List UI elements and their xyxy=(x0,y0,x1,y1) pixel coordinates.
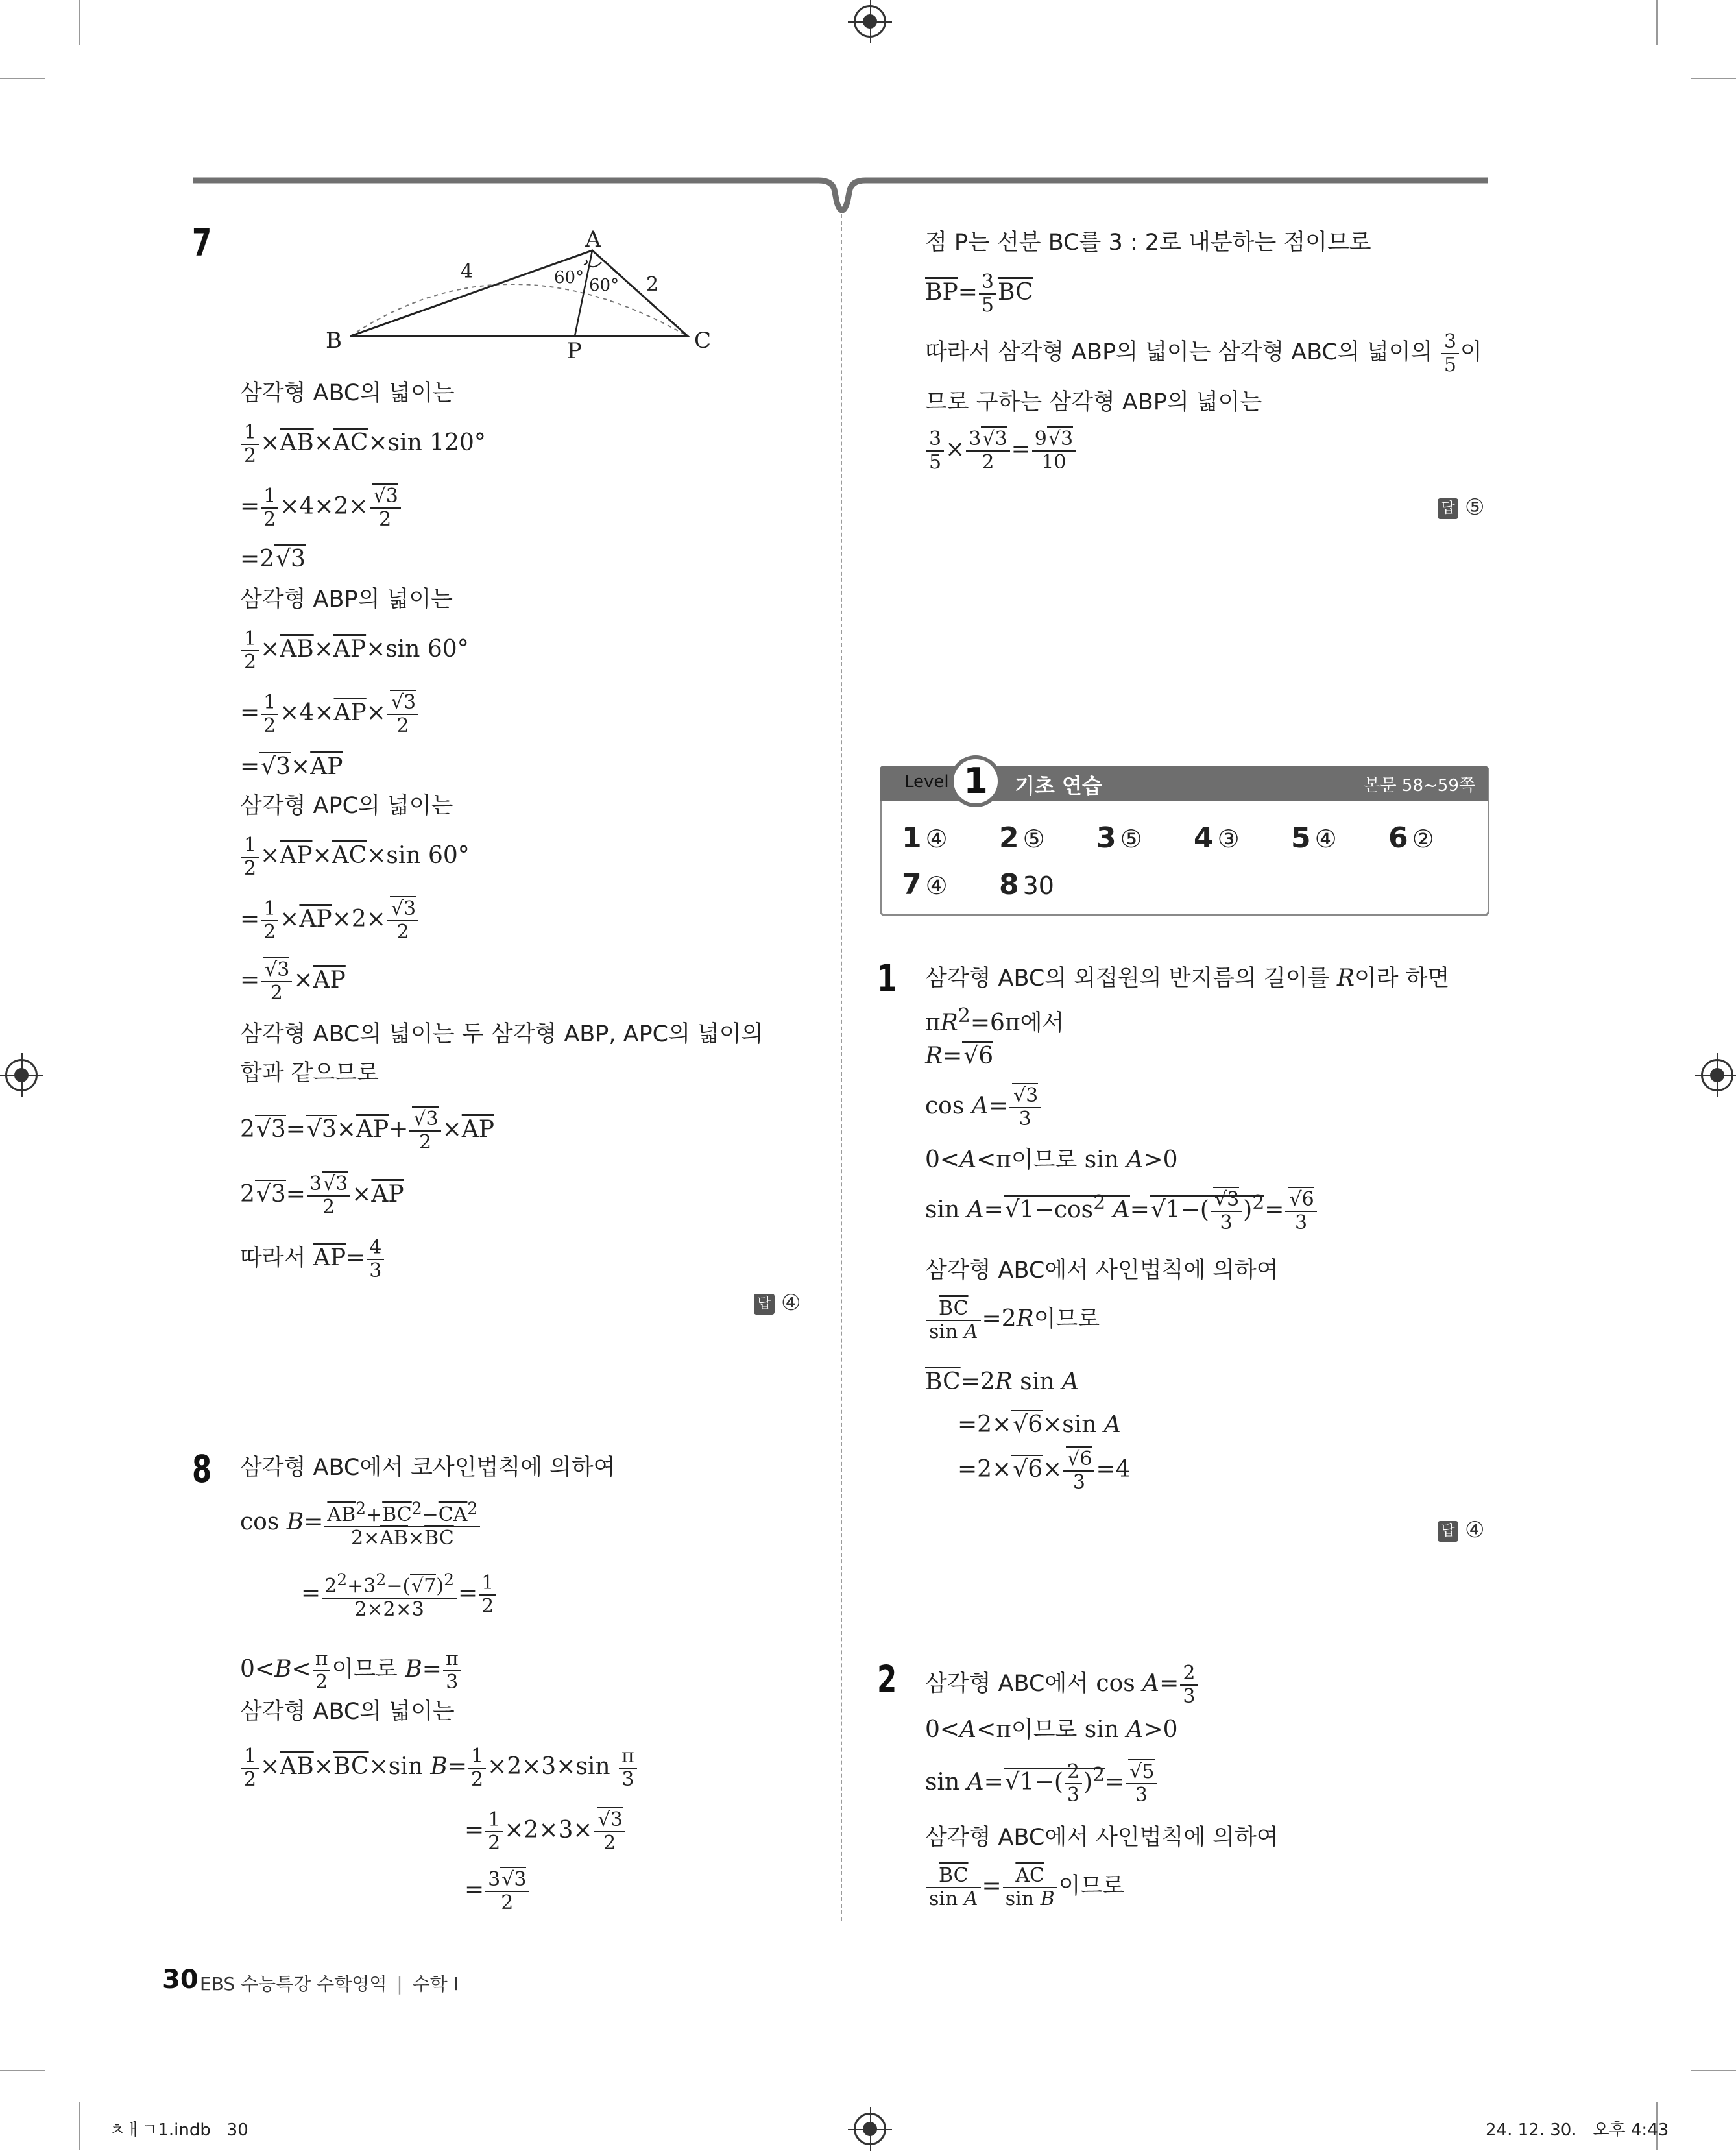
text-line: 삼각형 ABC의 넓이는 xyxy=(240,380,455,406)
answer-item: 6 ② xyxy=(1388,821,1434,855)
vertex-label-b: B xyxy=(326,328,342,354)
math-line: $\overline{BP}=$ $\frac{3}{5}$ $\overline{BC}$ xyxy=(925,271,1033,317)
text-span: 이므로 xyxy=(1058,1873,1125,1899)
level-label: Level xyxy=(904,772,949,792)
math-line: 삼각형 ABC에서 cos A= $\frac{2}{3}$ xyxy=(925,1662,1199,1708)
footer-title-text: EBS 수능특강 수학영역 xyxy=(200,1973,387,1995)
registration-mark-icon xyxy=(854,5,886,38)
column-divider xyxy=(841,214,842,1921)
math-line: 따라서 $\overline{AP}=$ $\frac{4}{3}$ xyxy=(240,1237,385,1282)
answer-mark: 답 ⑤ xyxy=(1438,494,1484,520)
math-line: 0<A<π이므로 sin A>0 xyxy=(925,1716,1178,1743)
text-line: 삼각형 ABP의 넓이는 xyxy=(240,587,453,613)
text-line: 삼각형 ABC의 넓이는 xyxy=(240,1699,455,1725)
math-line: =2× √ 6×sin A xyxy=(958,1409,1121,1440)
print-slug-right: 24. 12. 30. 오후 4:43 xyxy=(1486,2121,1669,2140)
math-line: sin A= √ 1−( $\frac{2}{3}$ )$^2$= √ $\frac{5}{3}$ xyxy=(925,1760,1159,1806)
text-span: 이므로 xyxy=(1011,1147,1078,1173)
math-line: 0<A<π이므로 sin A>0 xyxy=(925,1147,1178,1173)
math-line: 2 √ 3= $\frac{3 √ 3}{2}$ $\times\overline{AP}$ xyxy=(240,1173,404,1219)
text-span: 삼각형 ABC에서 xyxy=(925,1671,1089,1697)
math-line: =2 √ 3 xyxy=(240,544,306,575)
math-line: = $\frac{1}{2}$ $\times 4\times\overline{AP}\times$ √ $\frac{3}{2}$ xyxy=(240,692,420,737)
registration-mark-icon xyxy=(854,2113,886,2145)
text-line: 삼각형 ABC에서 코사인법칙에 의하여 xyxy=(240,1455,616,1481)
math-line: 0<B< $\frac{\pi}{2}$ 이므로 B= $\frac{\pi}{3}$ xyxy=(240,1648,463,1694)
text-span: 이 xyxy=(1460,339,1482,365)
math-line: $\frac{1}{2}$ $\times\overline{AP}\times\overline{AC}\times\sin$ 60° xyxy=(240,834,470,880)
crop-mark xyxy=(1656,0,1658,45)
registration-mark-icon xyxy=(5,1059,38,1091)
answer-item: 5 ④ xyxy=(1291,821,1337,855)
text-span: 이므로 xyxy=(1011,1717,1078,1743)
math-line: $\frac{1}{2}$ $\times\overline{AB}\times\overline{AC}\times\sin$ 120° xyxy=(240,422,486,467)
math-line: = √ $3\times\overline{AP}$ xyxy=(240,751,343,783)
answer-mark: 답 ④ xyxy=(754,1290,801,1316)
text-line: 삼각형 ABC의 넓이는 두 삼각형 ABP, APC의 넓이의 xyxy=(240,1021,764,1047)
angle-label-1: 60° xyxy=(554,268,585,287)
length-label-ac: 2 xyxy=(646,273,659,296)
question-number: 2 xyxy=(877,1657,897,1701)
question-number: 1 xyxy=(877,956,897,1001)
level-number-badge: 1 xyxy=(950,755,1002,807)
vertex-label-c: C xyxy=(694,328,712,354)
math-line: $\pi R^2=6\pi$에서 xyxy=(925,1004,1065,1036)
math-line: = $\frac{3 √ 3}{2}$ xyxy=(464,1869,530,1914)
text-line: 삼각형 APC의 넓이는 xyxy=(240,793,453,819)
answer-item: 7 ④ xyxy=(902,868,948,901)
length-label-ab: 4 xyxy=(461,260,474,283)
math-line: $\frac{\overline{BC}}{\text{sin A}}$ = $\frac{\overline{AC}}{\text{sin B}}$ 이므로 xyxy=(925,1865,1124,1910)
crop-mark xyxy=(0,78,45,79)
footer-title: EBS 수능특강 수학영역 | 수학 I xyxy=(200,1973,459,1995)
text-line: 삼각형 ABC에서 사인법칙에 의하여 xyxy=(925,1258,1279,1283)
math-line: R= √ 6 xyxy=(925,1041,993,1072)
crop-mark xyxy=(1691,2070,1736,2071)
text-span: 이라 하면 xyxy=(1355,966,1450,991)
math-line: = √ $\frac{3}{2}$ $\times\overline{AP}$ xyxy=(240,959,346,1004)
answer-icon: 답 xyxy=(1438,498,1458,519)
text-line: 삼각형 ABC에서 사인법칙에 의하여 xyxy=(925,1825,1279,1851)
text-span: 삼각형 ABC의 외접원의 반지름의 길이를 xyxy=(925,966,1330,991)
answer-item: 1 ④ xyxy=(902,821,948,855)
answer-mark: 답 ④ xyxy=(1438,1517,1484,1543)
math-line: $\frac{1}{2}$ $\times\overline{AB}\times\overline{BC}\times\sin$ B= $\frac{1}{2}$ ×2×3×sin $\frac{\pi}{3}$ xyxy=(240,1745,638,1791)
registration-mark-icon xyxy=(1701,1059,1733,1091)
answer-item: 4 ③ xyxy=(1194,821,1240,855)
point-label-p: P xyxy=(567,338,582,362)
answer-item: 3 ⑤ xyxy=(1096,821,1142,855)
math-line: =2× √ 6× √ $\frac{6}{3}$ =4 xyxy=(958,1448,1131,1494)
math-line: sin A= √ $1-\cos^2$ A= √ 1−( √ $\frac{3}{3}$ )$^2$= √ $\frac{6}{3}$ xyxy=(925,1187,1318,1234)
vertex-label-a: A xyxy=(585,226,601,252)
text-span: 따라서 xyxy=(240,1245,306,1271)
crop-mark xyxy=(79,0,80,45)
text-line: 점 P는 선분 BC를 3 : 2로 내분하는 점이므로 xyxy=(925,230,1371,256)
math-line: = $\frac{2^2+3^2-( √ 7)^2}{2\times 2\times 3}$ = $\frac{1}{2}$ xyxy=(301,1569,498,1621)
math-line: $\frac{\overline{BC}}{\text{sin A}}$ =2R이므로 xyxy=(925,1298,1100,1343)
answer-icon: 답 xyxy=(754,1294,775,1315)
page-number: 30 xyxy=(162,1965,199,1995)
answer-icon: 답 xyxy=(1438,1521,1458,1542)
math-line: = $\frac{1}{2}$ ×2×3× √ $\frac{3}{2}$ xyxy=(464,1809,627,1854)
answer-item: 8 30 xyxy=(999,868,1054,901)
triangle-figure xyxy=(311,226,727,362)
math-line: = $\frac{1}{2}$ $\times\overline{AP}\times 2\times$ √ $\frac{3}{2}$ xyxy=(240,898,420,943)
question-number: 7 xyxy=(192,221,212,265)
question-number: 8 xyxy=(192,1447,212,1491)
text-span: 이므로 xyxy=(1033,1306,1100,1332)
crop-mark xyxy=(1691,78,1736,79)
crop-mark xyxy=(0,2070,45,2071)
math-line: 따라서 삼각형 ABP의 넓이는 삼각형 ABC의 넓이의 $\frac{3}{5}$ 이 xyxy=(925,330,1482,376)
math-line: cos B= $\frac{\overline{AB}^2+\overline{BC}^2-\overline{CA}^2}{2\times\overline{AB}\times\overline{BC}}$ xyxy=(240,1498,481,1549)
math-line: = $\frac{1}{2}$ ×4×2× √ $\frac{3}{2}$ xyxy=(240,485,402,531)
angle-label-2: 60° xyxy=(589,276,620,295)
math-line: 삼각형 ABC의 외접원의 반지름의 길이를 R이라 하면 xyxy=(925,965,1450,991)
footer-subject: 수학 I xyxy=(412,1973,459,1995)
answer-item: 2 ⑤ xyxy=(999,821,1045,855)
math-line: cos A= √ $\frac{3}{3}$ xyxy=(925,1085,1042,1130)
math-line: 2 √ 3= √ $3\times\overline{AP}+$ √ $\frac{3}{2}$ $\times\overline{AP}$ xyxy=(240,1108,494,1154)
text-line: 합과 같으므로 xyxy=(240,1060,379,1086)
math-line: $\frac{3}{5}$ × $\frac{3 √ 3}{2}$ = $\frac{9 √ 3}{10}$ xyxy=(925,428,1077,474)
crop-mark xyxy=(79,2102,80,2150)
math-line: $\frac{1}{2}$ $\times\overline{AB}\times\overline{AP}\times\sin$ 60° xyxy=(240,628,469,674)
level-title: 기초 연습 xyxy=(1015,773,1102,798)
math-line: $\overline{BC}=2R$ sin A xyxy=(925,1368,1079,1395)
print-slug-left: ㅊㅐㄱ1.indb 30 xyxy=(109,2121,248,2140)
text-span: 에서 xyxy=(1020,1010,1065,1036)
text-line: 므로 구하는 삼각형 ABP의 넓이는 xyxy=(925,389,1262,415)
text-span: 따라서 삼각형 ABP의 넓이는 삼각형 ABC의 넓이의 xyxy=(925,339,1433,365)
level-pages: 본문 58~59쪽 xyxy=(1364,776,1475,796)
